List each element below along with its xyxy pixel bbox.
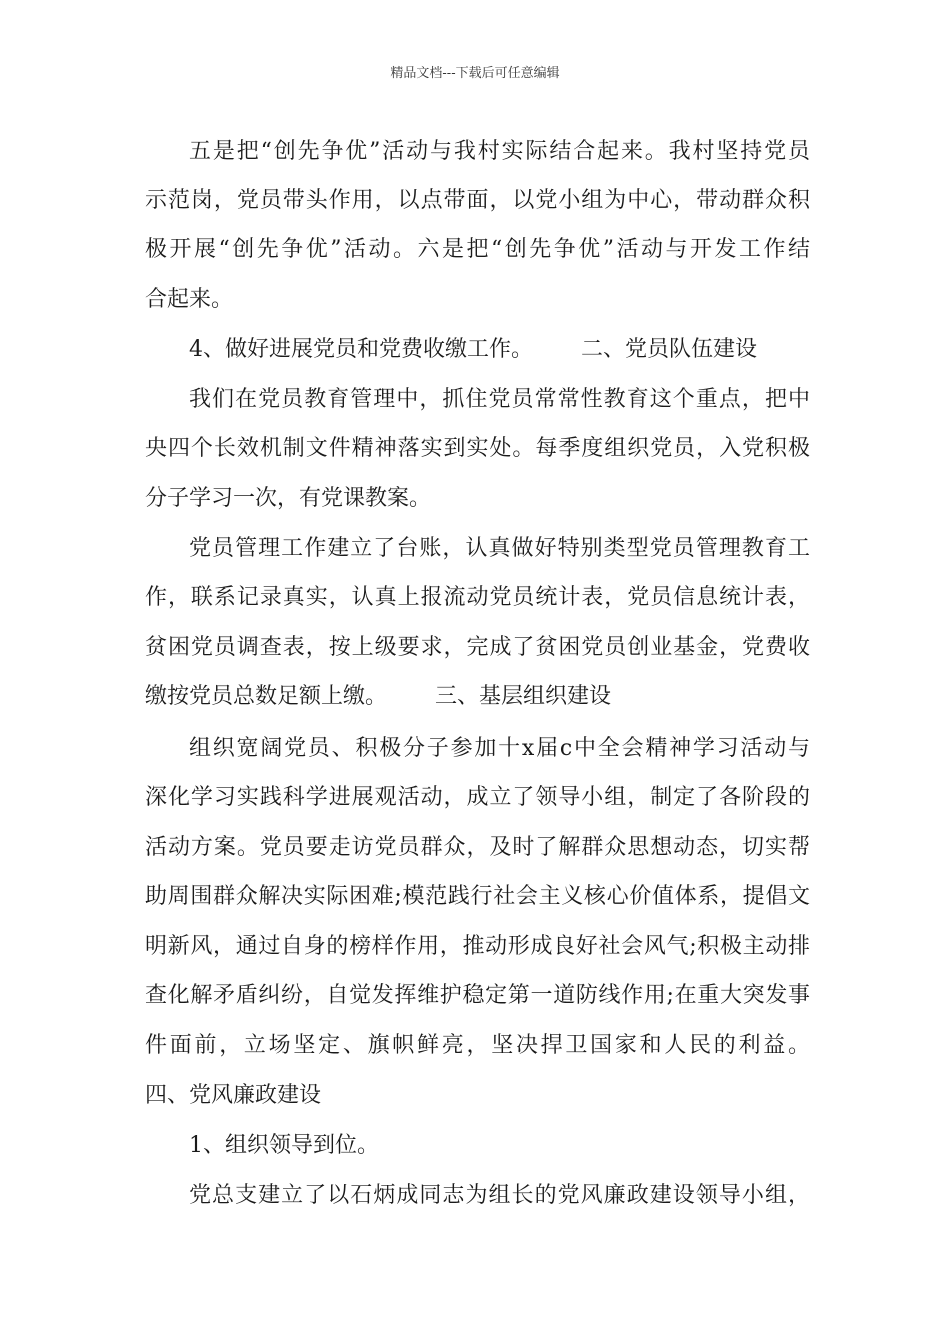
paragraph-line: 贫困党员调查表，按上级要求，完成了贫困党员创业基金，党费收 [145,635,810,660]
section-heading: 四、党风廉政建设 [145,1083,322,1108]
paragraph-line: 作，联系记录真实，认真上报流动党员统计表，党员信息统计表， [145,585,810,610]
paragraph-line: 查化解矛盾纠纷，自觉发挥维护稳定第一道防线作用;在重大突发事 [145,983,810,1008]
paragraph-line: 深化学习实践科学进展观活动，成立了领导小组，制定了各阶段的 [145,785,810,810]
paragraph-line: 组织宽阔党员、积极分子参加十x届c中全会精神学习活动与 [189,736,810,761]
paragraph-line: 活动方案。党员要走访党员群众，及时了解群众思想动态，切实帮 [145,835,810,860]
list-item-text: 1、组织领导到位。 [189,1133,379,1158]
paragraph-line: 示范岗，党员带头作用，以点带面，以党小组为中心，带动群众积 [145,188,810,213]
paragraph-line: 央四个长效机制文件精神落实到实处。每季度组织党员，入党积极 [145,436,810,461]
page-header: 精品文档---下载后可任意编辑 [390,66,560,81]
paragraph-line: 助周围群众解决实际困难;模范践行社会主义核心价值体系，提倡文 [145,884,810,909]
paragraph-line: 我们在党员教育管理中，抓住党员常常性教育这个重点，把中 [189,387,810,412]
mixed-line [189,335,810,365]
list-item-text: 4、做好进展党员和党费收缴工作。 [189,337,533,362]
paragraph-line: 五是把“创先争优”活动与我村实际结合起来。我村坚持党员 [189,139,810,164]
paragraph-line: 党员管理工作建立了台账，认真做好特别类型党员管理教育工 [189,536,810,561]
section-heading: 三、基层组织建设 [435,684,612,709]
section-heading: 二、党员队伍建设 [581,337,758,362]
mixed-line [145,682,810,712]
paragraph-line: 分子学习一次，有党课教案。 [145,486,432,511]
paragraph-line: 党总支建立了以石炳成同志为组长的党风廉政建设领导小组， [189,1183,810,1208]
paragraph-line: 件面前，立场坚定、旗帜鲜亮，坚决捍卫国家和人民的利益。 [145,1033,810,1058]
paragraph-text: 缴按党员总数足额上缴。 [145,684,388,709]
paragraph-line: 极开展“创先争优”活动。六是把“创先争优”活动与开发工作结 [145,237,810,262]
paragraph-line: 合起来。 [145,287,234,312]
paragraph-line: 明新风，通过自身的榜样作用，推动形成良好社会风气;积极主动排 [145,934,810,959]
